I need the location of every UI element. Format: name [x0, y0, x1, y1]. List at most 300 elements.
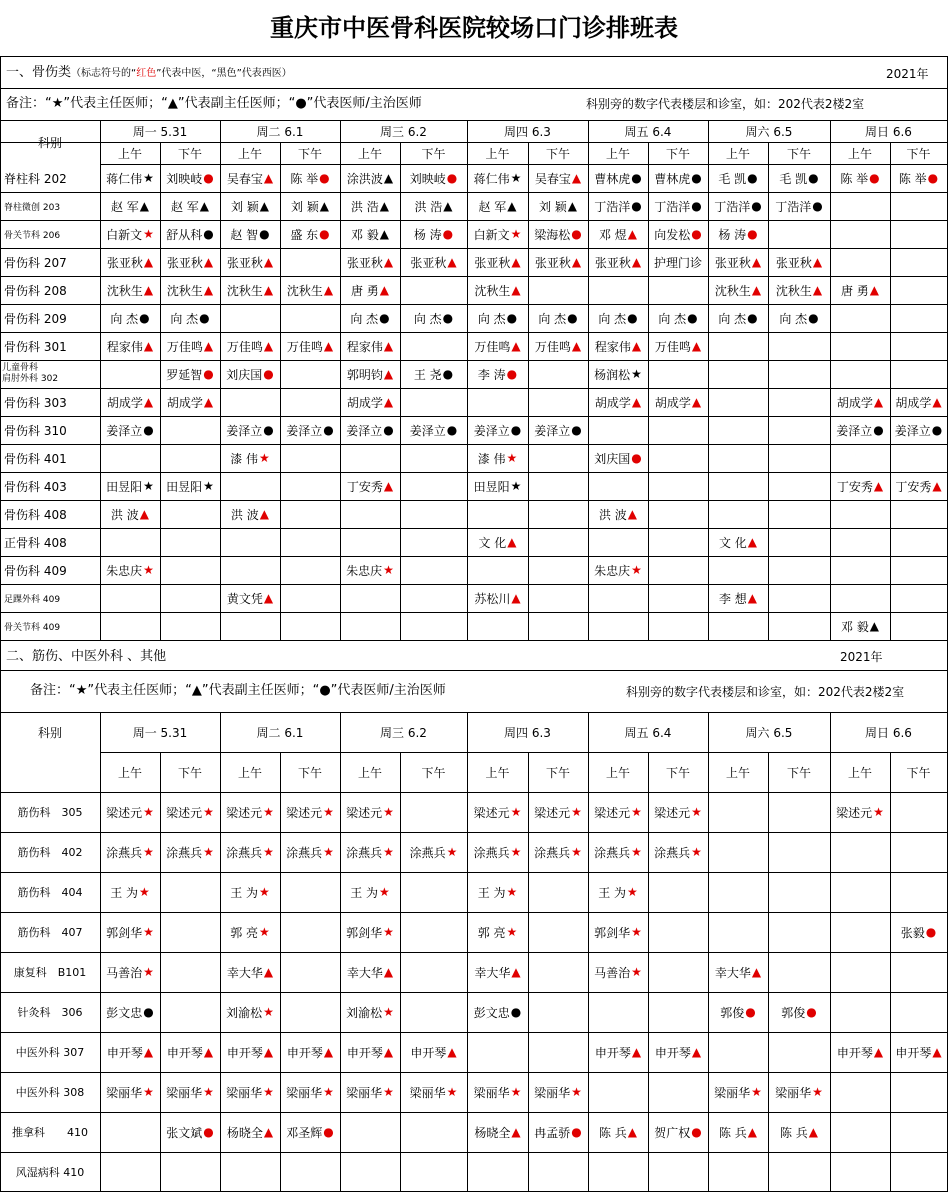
triangle-icon: ▲: [571, 339, 582, 353]
doctor-name: 张亚秋: [226, 255, 263, 270]
schedule-cell: [160, 192, 220, 220]
schedule-cell: [708, 304, 768, 332]
dot-icon: ●: [567, 311, 578, 325]
doctor-name: 赵 军: [110, 199, 139, 214]
star-icon: ★: [510, 1085, 522, 1099]
schedule-cell: [830, 276, 890, 304]
schedule-cell: [100, 1112, 160, 1152]
schedule-cell: [220, 992, 280, 1032]
schedule-cell: [340, 952, 400, 992]
schedule-cell: [280, 444, 340, 472]
schedule-cell: [708, 556, 768, 584]
doctor-name: 申开琴: [410, 1045, 447, 1060]
row-line: [0, 640, 948, 641]
doctor-name: 姜泽立: [106, 423, 143, 438]
schedule-cell: [768, 276, 830, 304]
schedule-cell: [588, 332, 648, 360]
schedule-cell: [220, 792, 280, 832]
doctor-name: 赵 军: [478, 199, 507, 214]
schedule-cell: [467, 388, 528, 416]
schedule-cell: [768, 1152, 830, 1191]
schedule-cell: [280, 1112, 340, 1152]
schedule-cell: [890, 612, 947, 640]
schedule-cell: [400, 220, 467, 248]
schedule-cell: [648, 952, 708, 992]
dot-icon: ●: [747, 227, 758, 241]
schedule-cell: [648, 832, 708, 872]
star-icon: ★: [323, 805, 334, 819]
schedule-cell: [220, 360, 280, 388]
schedule-cell: [280, 248, 340, 276]
day-header: 周日 6.6: [865, 124, 912, 139]
schedule-cell: [160, 952, 220, 992]
dot-icon: ●: [869, 171, 880, 185]
schedule-cell: [467, 164, 528, 192]
schedule-cell: [340, 444, 400, 472]
doctor-name: 幸大华: [226, 965, 263, 980]
schedule-cell: [708, 500, 768, 528]
schedule-cell: [467, 248, 528, 276]
schedule-cell: [648, 360, 708, 388]
day-header: 周六 6.5: [745, 124, 793, 139]
dept-name: 骨伤科 409: [4, 563, 67, 578]
doctor-name: 向 杰: [718, 311, 747, 326]
doctor-name: 刘 颖: [230, 199, 259, 214]
schedule-cell: [160, 872, 220, 912]
doctor-name: 申开琴: [286, 1045, 323, 1060]
dot-icon: ●: [927, 171, 939, 185]
schedule-cell: [100, 1152, 160, 1191]
schedule-cell: [708, 792, 768, 832]
schedule-cell: [467, 952, 528, 992]
doctor-name: 陈 举: [290, 171, 319, 186]
schedule-cell: [528, 500, 588, 528]
section1-note: 备注：“★”代表主任医师；“▲”代表副主任医师；“●”代表医师/主治医师: [6, 96, 422, 111]
schedule-cell: [280, 500, 340, 528]
schedule-cell: [890, 220, 947, 248]
schedule-cell: [768, 248, 830, 276]
star-icon: ★: [510, 171, 522, 185]
schedule-cell: [830, 612, 890, 640]
schedule-cell: [528, 1112, 588, 1152]
doctor-name: 姜泽立: [409, 423, 446, 438]
doctor-name: 申开琴: [836, 1045, 873, 1060]
dept-name: 正骨科 408: [4, 535, 67, 550]
star-icon: ★: [263, 845, 274, 859]
star-icon: ★: [379, 885, 390, 899]
star-icon: ★: [510, 845, 522, 859]
doctor-name: 梁述元: [534, 805, 571, 820]
schedule-cell: [890, 416, 947, 444]
schedule-cell: [280, 792, 340, 832]
doctor-name: 丁浩洋: [594, 199, 631, 214]
pm-header: 下午: [297, 765, 322, 780]
schedule-cell: [768, 832, 830, 872]
schedule-cell: [890, 1152, 947, 1191]
star-icon: ★: [143, 563, 154, 577]
schedule-cell: [467, 416, 528, 444]
dept-name: 脊柱微创 203: [4, 202, 61, 213]
schedule-cell: [588, 612, 648, 640]
triangle-icon: ▲: [932, 395, 942, 409]
schedule-cell: [830, 360, 890, 388]
schedule-cell: [280, 992, 340, 1032]
dot-icon: ●: [808, 171, 819, 185]
dot-icon: ●: [139, 311, 150, 325]
doctor-name: 向 杰: [538, 311, 567, 326]
dot-icon: ●: [571, 1125, 582, 1139]
schedule-cell: [340, 220, 400, 248]
triangle-icon: ▲: [259, 507, 270, 521]
schedule-cell: [528, 1032, 588, 1072]
schedule-cell: [648, 584, 708, 612]
schedule-cell: [160, 220, 220, 248]
dept-name: 筋伤科 305: [17, 806, 83, 819]
doctor-name: 张亚秋: [106, 255, 143, 270]
am-header: 上午: [357, 765, 382, 780]
schedule-cell: [890, 248, 947, 276]
star-icon: ★: [631, 845, 642, 859]
schedule-cell: [890, 192, 947, 220]
schedule-cell: [100, 416, 160, 444]
doctor-name: 涂燕兵: [654, 845, 691, 860]
schedule-cell: [528, 164, 588, 192]
doctor-name: 沈秋生: [714, 283, 751, 298]
doctor-name: 陈 兵: [598, 1125, 627, 1140]
schedule-cell: [160, 584, 220, 612]
schedule-cell: [160, 612, 220, 640]
doctor-name: 马善治: [594, 965, 631, 980]
schedule-cell: [220, 248, 280, 276]
schedule-cell: [280, 332, 340, 360]
schedule-cell: [830, 332, 890, 360]
schedule-cell: [648, 992, 708, 1032]
schedule-cell: [890, 832, 947, 872]
doctor-name: 刘 颖: [538, 199, 567, 214]
doctor-name: 赵 军: [170, 199, 199, 214]
dept-name: 推拿科 410: [12, 1126, 88, 1139]
triangle-icon: ▲: [263, 255, 274, 269]
schedule-cell: [340, 872, 400, 912]
star-icon: ★: [571, 1085, 582, 1099]
schedule-cell: [220, 952, 280, 992]
schedule-cell: [280, 556, 340, 584]
doctor-name: 梁丽华: [286, 1085, 323, 1100]
doctor-name: 梁述元: [594, 805, 631, 820]
triangle-icon: ▲: [751, 965, 762, 979]
dot-icon: ●: [442, 227, 454, 241]
am-header: 上午: [357, 146, 382, 161]
doctor-name: 沈秋生: [474, 283, 511, 298]
star-icon: ★: [383, 925, 394, 939]
schedule-cell: [160, 332, 220, 360]
schedule-cell: [100, 832, 160, 872]
schedule-cell: [890, 444, 947, 472]
doctor-name: 田昱阳: [166, 479, 203, 494]
schedule-cell: [160, 992, 220, 1032]
schedule-cell: [830, 1112, 890, 1152]
schedule-cell: [768, 1112, 830, 1152]
schedule-cell: [100, 872, 160, 912]
day-header: 周二 6.1: [256, 124, 304, 139]
schedule-cell: [648, 192, 708, 220]
dot-icon: ●: [571, 227, 582, 241]
triangle-icon: ▲: [443, 199, 453, 213]
doctor-name: 王 为: [477, 885, 506, 900]
schedule-cell: [160, 500, 220, 528]
star-icon: ★: [143, 965, 154, 979]
day-header: 周三 6.2: [380, 124, 427, 139]
dept-name: 骨伤科 303: [4, 395, 67, 410]
triangle-icon: ▲: [203, 1045, 214, 1059]
dot-icon: ●: [691, 1125, 702, 1139]
doctor-name: 郭俊: [781, 1005, 806, 1020]
schedule-cell: [528, 248, 588, 276]
dot-icon: ●: [747, 311, 758, 325]
doctor-name: 苏松川: [474, 591, 511, 606]
schedule-cell: [467, 1072, 528, 1112]
doctor-name: 涂燕兵: [166, 845, 203, 860]
schedule-cell: [400, 192, 467, 220]
schedule-cell: [768, 164, 830, 192]
dept-name: 骨伤科 403: [4, 479, 67, 494]
schedule-cell: [220, 1152, 280, 1191]
doctor-name: 杨晓全: [226, 1125, 263, 1140]
schedule-cell: [768, 192, 830, 220]
schedule-cell: [708, 360, 768, 388]
schedule-cell: [160, 1112, 220, 1152]
dept-name: 中医外科 308: [15, 1086, 85, 1099]
dot-icon: ●: [259, 227, 270, 241]
schedule-cell: [890, 388, 947, 416]
doctor-name: 曹林虎: [594, 171, 631, 186]
pm-header: 下午: [545, 765, 570, 780]
doctor-name: 丁安秀: [836, 479, 873, 494]
schedule-cell: [708, 872, 768, 912]
doctor-name: 刘渝松: [346, 1005, 383, 1020]
schedule-cell: [708, 584, 768, 612]
schedule-cell: [830, 1032, 890, 1072]
schedule-cell: [648, 556, 708, 584]
schedule-cell: [280, 832, 340, 872]
schedule-cell: [528, 332, 588, 360]
schedule-cell: [340, 1032, 400, 1072]
triangle-icon: ▲: [203, 255, 214, 269]
star-icon: ★: [812, 1085, 823, 1099]
doctor-name: 万佳鸣: [226, 339, 263, 354]
am-header: 上午: [237, 146, 262, 161]
schedule-cell: [830, 832, 890, 872]
star-icon: ★: [383, 805, 394, 819]
schedule-cell: [768, 220, 830, 248]
doctor-name: 向 杰: [413, 311, 442, 326]
schedule-cell: [400, 500, 467, 528]
triangle-icon: ▲: [323, 339, 334, 353]
schedule-cell: [100, 304, 160, 332]
schedule-cell: [467, 304, 528, 332]
triangle-icon: ▲: [379, 227, 390, 241]
schedule-cell: [100, 1032, 160, 1072]
schedule-cell: [340, 556, 400, 584]
doctor-name: 洪 浩: [350, 199, 379, 214]
schedule-cell: [340, 832, 400, 872]
schedule-cell: [890, 528, 947, 556]
schedule-cell: [830, 388, 890, 416]
dept-name: 骨关节科 206: [4, 230, 61, 241]
dept-name: 筋伤科 402: [17, 846, 83, 859]
dot-icon: ●: [203, 227, 214, 241]
dept-name: 骨伤科 209: [4, 311, 67, 326]
doctor-name: 陈 举: [898, 171, 927, 186]
schedule-cell: [100, 276, 160, 304]
schedule-cell: [528, 1152, 588, 1191]
schedule-cell: [160, 528, 220, 556]
star-icon: ★: [143, 227, 154, 241]
schedule-cell: [528, 360, 588, 388]
schedule-cell: [528, 444, 588, 472]
doctor-name: 张亚秋: [474, 255, 511, 270]
dept-name: 骨伤科 301: [4, 339, 67, 354]
triangle-icon: ▲: [511, 965, 521, 979]
doctor-name: 张亚秋: [410, 255, 447, 270]
doctor-name: 沈秋生: [775, 283, 812, 298]
schedule-cell: [588, 500, 648, 528]
day-header: 周四 6.3: [504, 725, 551, 740]
schedule-cell: [708, 276, 768, 304]
doctor-name: 张亚秋: [346, 255, 383, 270]
schedule-cell: [588, 388, 648, 416]
pm-header: 下午: [177, 765, 202, 780]
doctor-name: 申开琴: [106, 1045, 143, 1060]
schedule-cell: [400, 416, 467, 444]
triangle-icon: ▲: [631, 1045, 642, 1059]
star-icon: ★: [510, 805, 522, 819]
doctor-name: 涂燕兵: [106, 845, 143, 860]
pm-header: 下午: [906, 765, 931, 780]
doctor-name: 幸大华: [346, 965, 383, 980]
schedule-cell: [400, 388, 467, 416]
doctor-name: 向发松: [654, 227, 691, 242]
schedule-cell: [467, 220, 528, 248]
dept-name: 足踝外科 409: [4, 594, 61, 605]
dot-icon: ●: [379, 311, 390, 325]
dept-name: 骨伤科 208: [4, 283, 67, 298]
pm-header: 下午: [177, 146, 202, 161]
triangle-icon: ▲: [383, 395, 394, 409]
doctor-name: 胡成学: [836, 395, 873, 410]
schedule-cell: [280, 952, 340, 992]
schedule-cell: [280, 276, 340, 304]
schedule-cell: [220, 304, 280, 332]
schedule-cell: [588, 416, 648, 444]
doctor-name: 罗延智: [166, 367, 203, 382]
doctor-name: 梁述元: [836, 805, 873, 820]
schedule-cell: [220, 1112, 280, 1152]
doctor-name: 涂燕兵: [346, 845, 383, 860]
doctor-name: 赵 智: [230, 227, 259, 242]
star-icon: ★: [263, 1085, 274, 1099]
schedule-cell: [890, 1112, 947, 1152]
doctor-name: 朱忠庆: [346, 563, 383, 578]
schedule-cell: [100, 528, 160, 556]
schedule-cell: [160, 1072, 220, 1112]
doctor-name: 冉孟骄: [534, 1125, 571, 1140]
schedule-cell: [768, 444, 830, 472]
schedule-cell: [528, 276, 588, 304]
schedule-cell: [648, 388, 708, 416]
schedule-cell: [400, 792, 467, 832]
schedule-cell: [220, 388, 280, 416]
doctor-name: 程家伟: [106, 339, 143, 354]
schedule-cell: [160, 164, 220, 192]
triangle-icon: ▲: [631, 255, 642, 269]
dot-icon: ●: [323, 423, 334, 437]
dept-name: 骨伤科 207: [4, 255, 67, 270]
triangle-icon: ▲: [203, 395, 214, 409]
dot-icon: ●: [143, 423, 154, 437]
dot-icon: ●: [442, 367, 454, 381]
schedule-cell: [100, 584, 160, 612]
schedule-cell: [890, 276, 947, 304]
triangle-icon: ▲: [263, 965, 274, 979]
am-header: 上午: [485, 146, 510, 161]
schedule-cell: [467, 832, 528, 872]
doctor-name: 曹林虎: [654, 171, 691, 186]
dot-icon: ●: [631, 171, 642, 185]
dept-name: 康复科 B101: [13, 966, 87, 979]
schedule-cell: [467, 792, 528, 832]
star-icon: ★: [259, 925, 270, 939]
doctor-name: 李 想: [718, 591, 747, 606]
triangle-icon: ▲: [932, 1045, 942, 1059]
schedule-cell: [588, 584, 648, 612]
schedule-cell: [400, 1152, 467, 1191]
schedule-cell: [220, 872, 280, 912]
section1-legend-suffix: ”代表中医，“黑色”代表西医）: [156, 68, 292, 79]
triangle-icon: ▲: [447, 255, 457, 269]
triangle-icon: ▲: [447, 1045, 457, 1059]
triangle-icon: ▲: [691, 1045, 702, 1059]
doctor-name: 万佳鸣: [286, 339, 323, 354]
schedule-cell: [768, 992, 830, 1032]
doctor-name: 张毅: [900, 925, 925, 940]
schedule-cell: [160, 360, 220, 388]
schedule-cell: [648, 304, 708, 332]
schedule-cell: [830, 500, 890, 528]
schedule-cell: [400, 276, 467, 304]
schedule-cell: [220, 832, 280, 872]
doctor-name: 沈秋生: [166, 283, 203, 298]
schedule-cell: [830, 220, 890, 248]
am-header: 上午: [725, 146, 750, 161]
schedule-cell: [588, 912, 648, 952]
doctor-name: 陈 举: [840, 171, 869, 186]
schedule-cell: [220, 444, 280, 472]
schedule-cell: [467, 276, 528, 304]
star-icon: ★: [446, 845, 458, 859]
dept-name: 风湿病科 410: [15, 1165, 85, 1179]
schedule-cell: [340, 1112, 400, 1152]
star-icon: ★: [143, 1085, 154, 1099]
schedule-cell: [340, 612, 400, 640]
doctor-name: 涂燕兵: [473, 845, 510, 860]
schedule-cell: [528, 912, 588, 952]
schedule-cell: [588, 192, 648, 220]
doctor-name: 梁述元: [654, 805, 691, 820]
schedule-cell: [768, 556, 830, 584]
dot-icon: ●: [263, 423, 274, 437]
page-title: 重庆市中医骨科医院较场口门诊排班表: [270, 14, 678, 42]
